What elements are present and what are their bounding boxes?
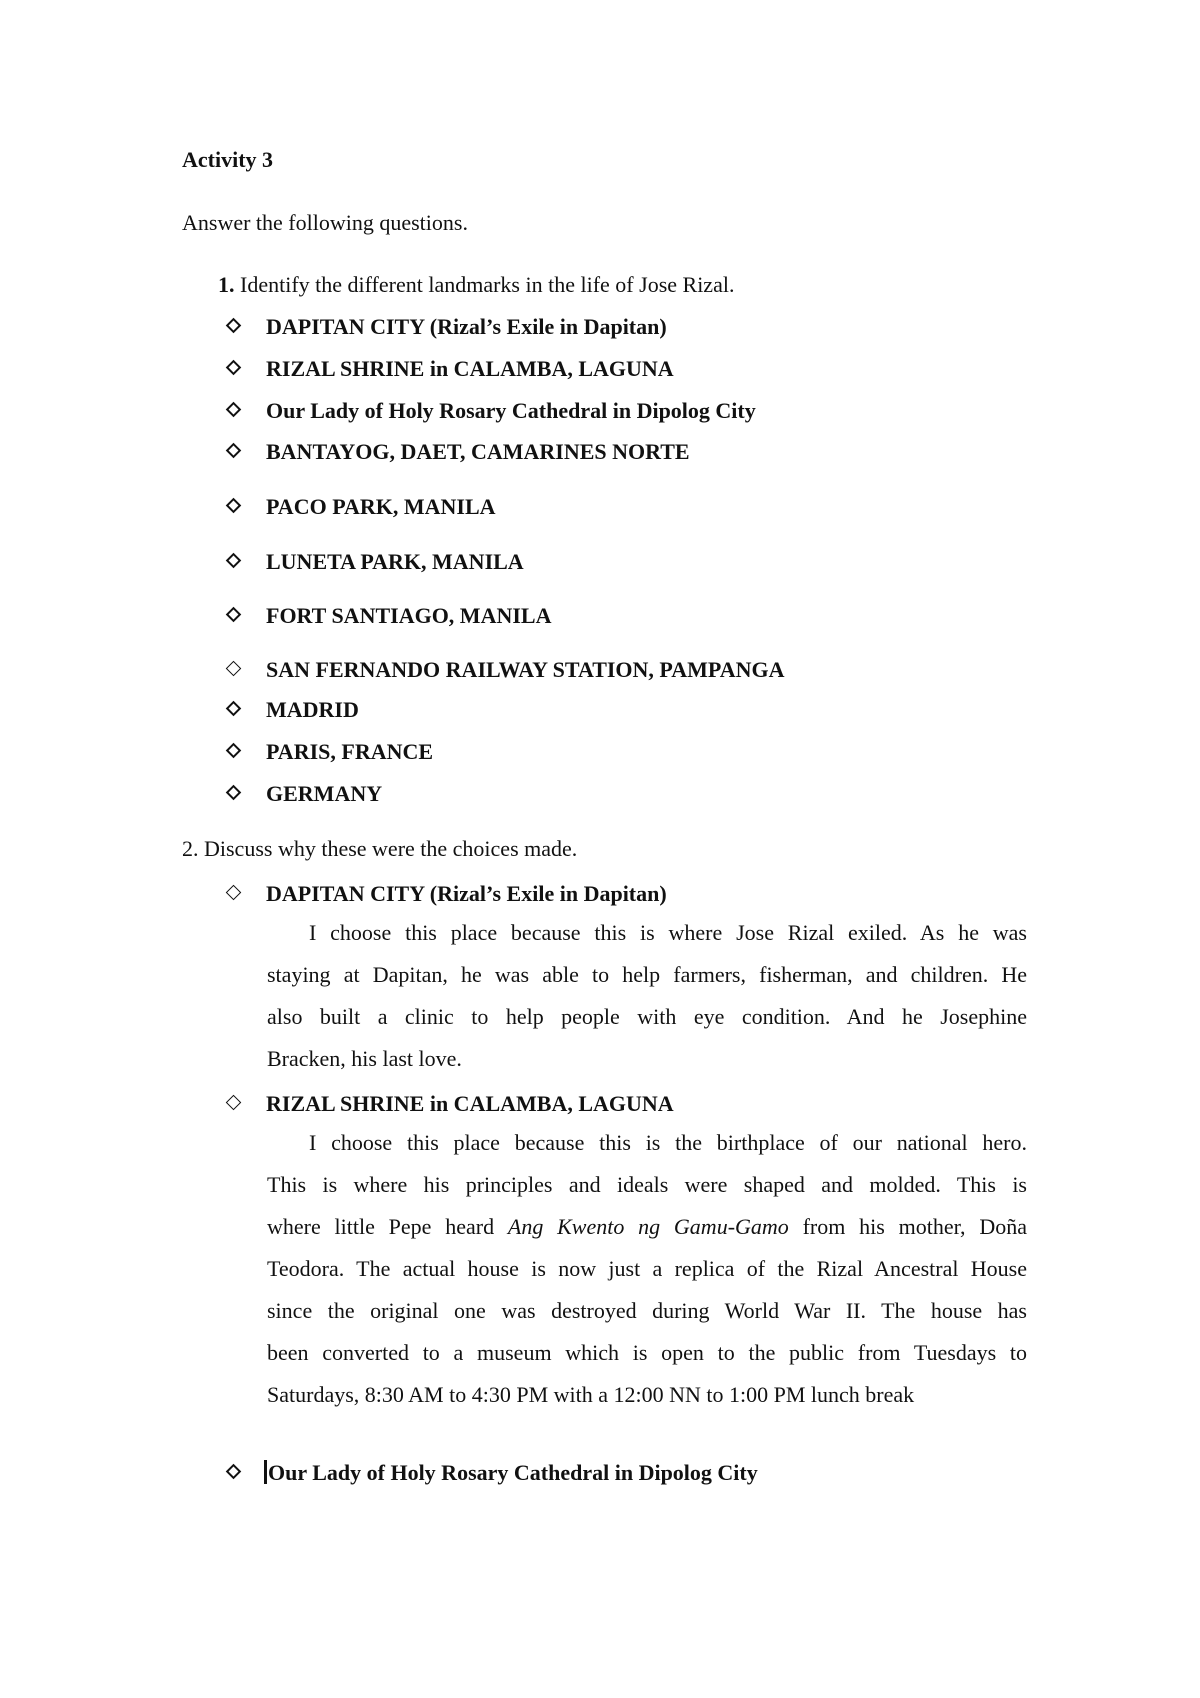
landmark-label: LUNETA PARK, MANILA (266, 549, 524, 574)
diamond-bullet-icon (226, 553, 242, 569)
text-cursor (264, 1460, 267, 1484)
diamond-bullet-icon (226, 607, 242, 623)
text-run: where little Pepe heard (267, 1214, 508, 1239)
diamond-bullet-icon (226, 318, 242, 334)
landmark-label: GERMANY (266, 781, 383, 806)
paragraph-line: since the original one was destroyed during World War II. The house has (267, 1298, 1027, 1323)
landmark-label: MADRID (266, 697, 359, 722)
landmark-label: PACO PARK, MANILA (266, 494, 496, 519)
question-1 (218, 271, 734, 299)
diamond-bullet-icon (226, 1464, 242, 1480)
question-1-text: Identify the different landmarks in the life of Jose Rizal. (234, 272, 735, 297)
paragraph-line: staying at Dapitan, he was able to help farmers, fisherman, and children. He (267, 962, 1027, 987)
landmark-label: DAPITAN CITY (Rizal’s Exile in Dapitan) (266, 314, 667, 339)
activity-heading: Activity 3 (182, 147, 274, 172)
diamond-bullet-icon (226, 743, 242, 759)
question-1-number: 1. (218, 272, 235, 297)
text-run: from his mother, Doña (788, 1214, 1027, 1239)
diamond-bullet-icon (226, 402, 242, 418)
diamond-bullet-icon (226, 701, 242, 717)
paragraph-line: This is where his principles and ideals were shaped and molded. This is (267, 1172, 1027, 1197)
diamond-bullet-icon (226, 785, 242, 801)
landmark-label: Our Lady of Holy Rosary Cathedral in Dipolog City (266, 398, 756, 423)
paragraph-line: I choose this place because this is where Jose Rizal exiled. As he was (309, 920, 1027, 945)
discussion-title: Our Lady of Holy Rosary Cathedral in Dipolog City (268, 1460, 758, 1485)
paragraph-line (267, 1206, 1027, 1248)
paragraph-line: also built a clinic to help people with eye condition. And he Josephine (267, 1004, 1027, 1029)
landmark-label: SAN FERNANDO RAILWAY STATION, PAMPANGA (266, 657, 785, 682)
diamond-bullet-icon (226, 1095, 242, 1111)
landmark-label: FORT SANTIAGO, MANILA (266, 603, 552, 628)
discussion-title-wrapper (264, 1459, 758, 1487)
paragraph-line: Teodora. The actual house is now just a replica of the Rizal Ancestral House (267, 1256, 1027, 1281)
paragraph-line: I choose this place because this is the birthplace of our national hero. (309, 1130, 1027, 1155)
paragraph-line: Bracken, his last love. (267, 1046, 462, 1071)
instruction-text: Answer the following questions. (182, 210, 468, 235)
discussion-paragraph (267, 1122, 1027, 1416)
paragraph-line: Saturdays, 8:30 AM to 4:30 PM with a 12:00 NN to 1:00 PM lunch break (267, 1382, 915, 1407)
discussion-title: RIZAL SHRINE in CALAMBA, LAGUNA (266, 1091, 674, 1116)
discussion-title: DAPITAN CITY (Rizal’s Exile in Dapitan) (266, 881, 667, 906)
diamond-bullet-icon (226, 661, 242, 677)
story-title-italic: Ang Kwento ng Gamu-Gamo (507, 1214, 789, 1239)
diamond-bullet-icon (226, 443, 242, 459)
diamond-bullet-icon (226, 360, 242, 376)
discussion-paragraph (267, 912, 1027, 1080)
question-2: 2. Discuss why these were the choices made. (182, 836, 578, 861)
landmark-label: RIZAL SHRINE in CALAMBA, LAGUNA (266, 356, 674, 381)
diamond-bullet-icon (226, 498, 242, 514)
diamond-bullet-icon (226, 885, 242, 901)
landmark-label: PARIS, FRANCE (266, 739, 434, 764)
landmark-label: BANTAYOG, DAET, CAMARINES NORTE (266, 439, 690, 464)
paragraph-line: been converted to a museum which is open to the public from Tuesdays to (267, 1340, 1027, 1365)
